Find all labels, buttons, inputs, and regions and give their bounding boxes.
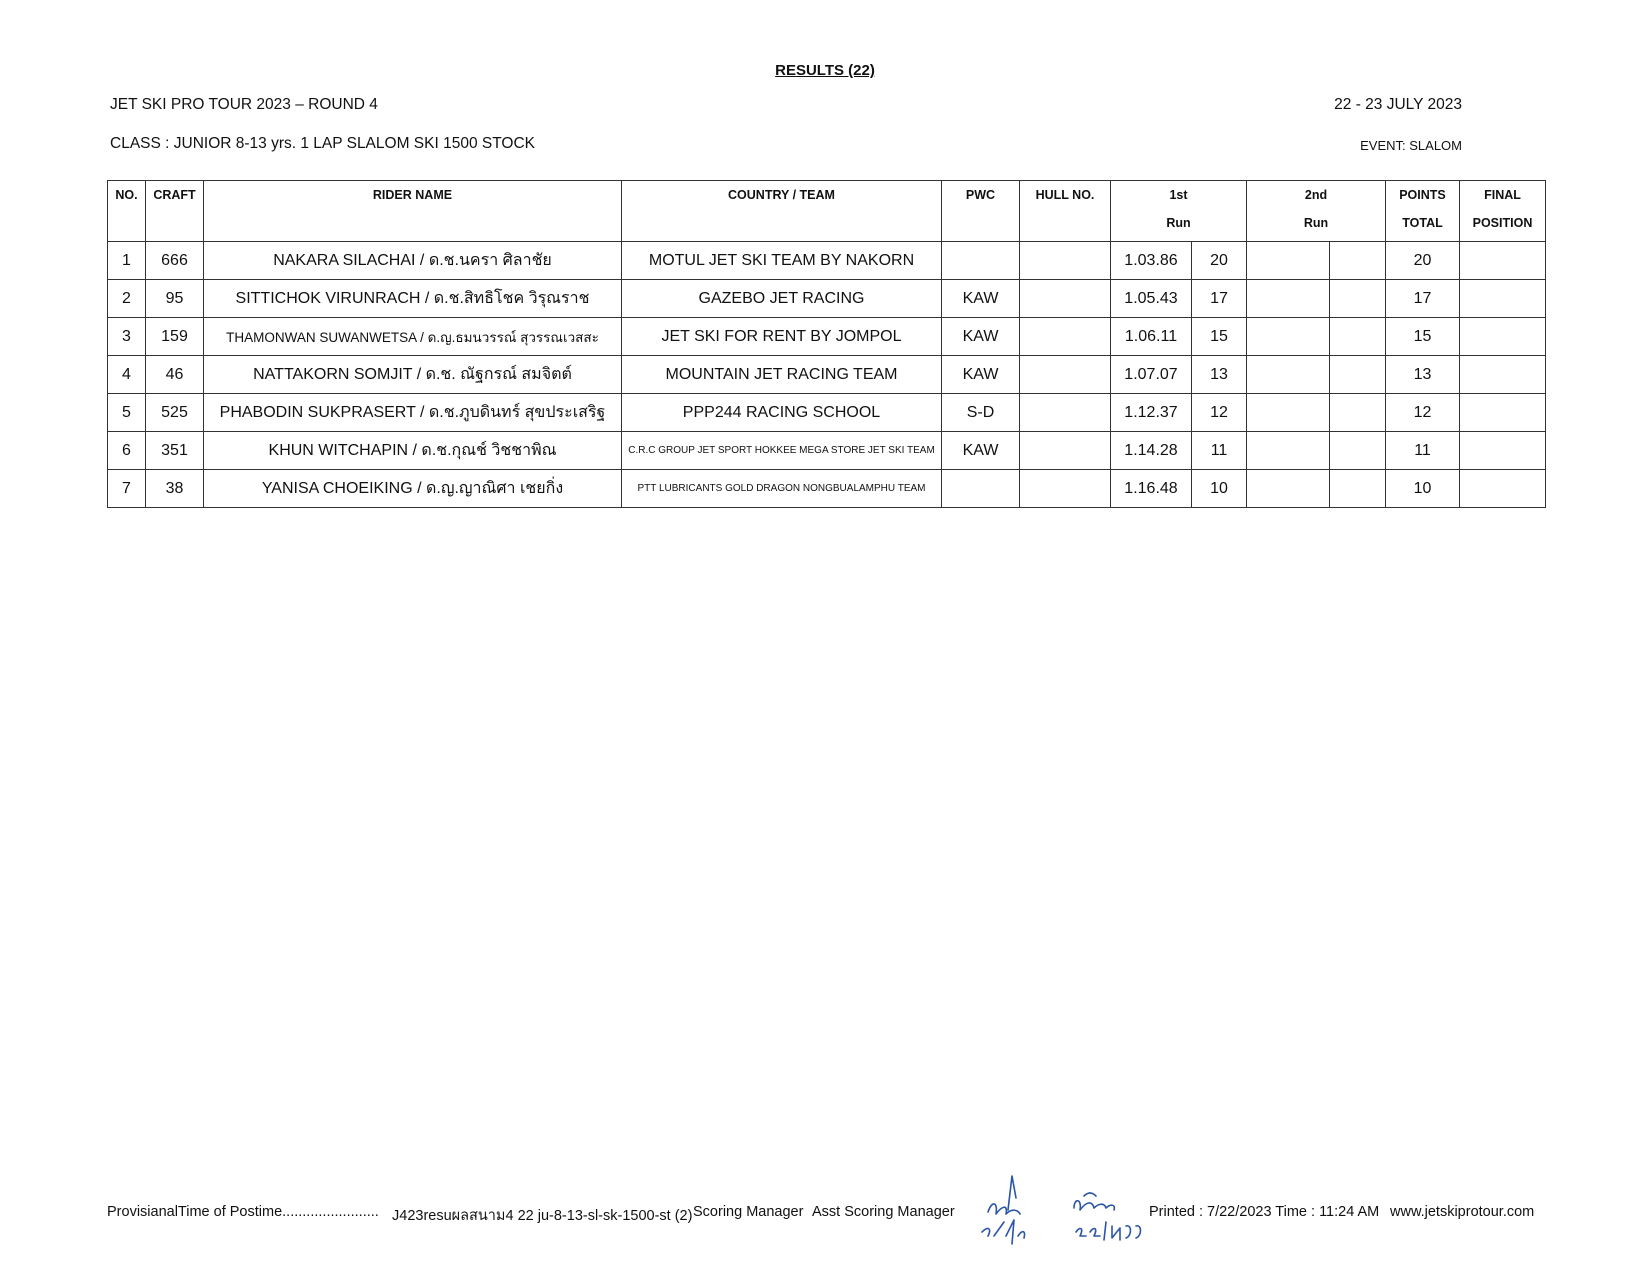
cell-craft: 351: [146, 432, 204, 470]
cell-run1-time: 1.03.86: [1111, 242, 1192, 280]
table-row: [108, 394, 1546, 432]
results-table: [107, 180, 1546, 508]
cell-no: 3: [108, 318, 146, 356]
header-run1: 1st Run: [1111, 181, 1247, 242]
cell-pwc: KAW: [942, 356, 1020, 394]
header-team: COUNTRY / TEAM: [622, 181, 942, 242]
table-header: [108, 181, 1546, 242]
cell-final-position: [1460, 432, 1546, 470]
class-name: CLASS : JUNIOR 8-13 yrs. 1 LAP SLALOM SKI 1500 STOCK: [110, 135, 535, 152]
cell-no: 2: [108, 280, 146, 318]
cell-run2-points: [1330, 318, 1386, 356]
cell-hull: [1020, 280, 1111, 318]
cell-no: 7: [108, 470, 146, 508]
cell-pwc: KAW: [942, 318, 1020, 356]
cell-run2-time: [1247, 470, 1330, 508]
footer-provisional: ProvisianalTime of Postime........................: [107, 1204, 379, 1220]
cell-final-position: [1460, 394, 1546, 432]
signature-1-flourish: [1008, 1176, 1016, 1210]
table-row: [108, 470, 1546, 508]
cell-rider: SITTICHOK VIRUNRACH / ด.ช.สิทธิโชค วิรุณราช: [204, 280, 622, 318]
cell-final-position: [1460, 280, 1546, 318]
cell-pwc: KAW: [942, 280, 1020, 318]
cell-run1-time: 1.07.07: [1111, 356, 1192, 394]
cell-run2-points: [1330, 280, 1386, 318]
cell-no: 1: [108, 242, 146, 280]
cell-points-total: 11: [1386, 432, 1460, 470]
cell-run1-points: 17: [1192, 280, 1247, 318]
footer-scoring-manager: Scoring Manager: [693, 1204, 804, 1220]
event-type: EVENT: SLALOM: [1360, 138, 1462, 153]
cell-run1-time: 1.16.48: [1111, 470, 1192, 508]
table-row: [108, 242, 1546, 280]
cell-rider: KHUN WITCHAPIN / ด.ช.กุณช์ วิชชาพิณ: [204, 432, 622, 470]
table-body: [108, 242, 1546, 508]
cell-run1-points: 11: [1192, 432, 1247, 470]
cell-craft: 666: [146, 242, 204, 280]
cell-final-position: [1460, 356, 1546, 394]
cell-run1-points: 13: [1192, 356, 1247, 394]
cell-rider: THAMONWAN SUWANWETSA / ด.ญ.ธมนวรรณ์ สุวรรณเวสสะ: [204, 318, 622, 356]
cell-hull: [1020, 394, 1111, 432]
table-row: [108, 280, 1546, 318]
cell-craft: 159: [146, 318, 204, 356]
table-row: [108, 432, 1546, 470]
header-no: NO.: [108, 181, 146, 242]
cell-run2-points: [1330, 470, 1386, 508]
cell-hull: [1020, 432, 1111, 470]
cell-run2-points: [1330, 356, 1386, 394]
event-date: 22 - 23 JULY 2023: [1334, 96, 1462, 113]
cell-no: 5: [108, 394, 146, 432]
cell-rider: YANISA CHOEIKING / ด.ญ.ญาณิศา เชยกิ่ง: [204, 470, 622, 508]
footer-website: www.jetskiprotour.com: [1390, 1204, 1535, 1220]
cell-team: PPP244 RACING SCHOOL: [622, 394, 942, 432]
cell-pwc: [942, 242, 1020, 280]
page-title: RESULTS (22): [775, 62, 875, 79]
footer-printed: Printed : 7/22/2023 Time : 11:24 AM: [1149, 1204, 1380, 1220]
cell-points-total: 13: [1386, 356, 1460, 394]
cell-run1-time: 1.14.28: [1111, 432, 1192, 470]
header-rider: RIDER NAME: [204, 181, 622, 242]
cell-final-position: [1460, 470, 1546, 508]
cell-team: MOTUL JET SKI TEAM BY NAKORN: [622, 242, 942, 280]
cell-no: 6: [108, 432, 146, 470]
cell-craft: 46: [146, 356, 204, 394]
cell-rider: NAKARA SILACHAI / ด.ช.นครา ศิลาชัย: [204, 242, 622, 280]
cell-rider: PHABODIN SUKPRASERT / ด.ช.ภูบดินทร์ สุขประเสริฐ: [204, 394, 622, 432]
cell-points-total: 15: [1386, 318, 1460, 356]
cell-craft: 95: [146, 280, 204, 318]
table-row: [108, 318, 1546, 356]
cell-run2-time: [1247, 394, 1330, 432]
cell-run2-points: [1330, 242, 1386, 280]
cell-team: MOUNTAIN JET RACING TEAM: [622, 356, 942, 394]
cell-final-position: [1460, 318, 1546, 356]
cell-run1-time: 1.05.43: [1111, 280, 1192, 318]
footer-asst-scoring-manager: Asst Scoring Manager: [812, 1204, 955, 1220]
cell-run2-time: [1247, 280, 1330, 318]
cell-run1-points: 15: [1192, 318, 1247, 356]
cell-points-total: 12: [1386, 394, 1460, 432]
cell-run2-points: [1330, 432, 1386, 470]
cell-team: GAZEBO JET RACING: [622, 280, 942, 318]
cell-craft: 38: [146, 470, 204, 508]
signature-2-date: [1076, 1222, 1141, 1240]
cell-rider: NATTAKORN SOMJIT / ด.ช. ณัฐกรณ์ สมจิตต์: [204, 356, 622, 394]
header-pwc: PWC: [942, 181, 1020, 242]
cell-run1-points: 10: [1192, 470, 1247, 508]
header-points-total: POINTS TOTAL: [1386, 181, 1460, 242]
signature-2-stroke: [1074, 1201, 1114, 1210]
header-final-position: FINAL POSITION: [1460, 181, 1546, 242]
footer-file-name: J423resuผลสนาม4 22 ju-8-13-sl-sk-1500-st (2): [392, 1208, 693, 1224]
cell-run1-time: 1.12.37: [1111, 394, 1192, 432]
cell-final-position: [1460, 242, 1546, 280]
header-craft: CRAFT: [146, 181, 204, 242]
cell-points-total: 20: [1386, 242, 1460, 280]
cell-pwc: KAW: [942, 432, 1020, 470]
cell-run1-points: 20: [1192, 242, 1247, 280]
cell-run2-time: [1247, 242, 1330, 280]
header-run2: 2nd Run: [1247, 181, 1386, 242]
cell-run1-time: 1.06.11: [1111, 318, 1192, 356]
event-name: JET SKI PRO TOUR 2023 – ROUND 4: [110, 96, 378, 113]
cell-pwc: [942, 470, 1020, 508]
cell-no: 4: [108, 356, 146, 394]
signature-2-mark: [1084, 1193, 1096, 1196]
cell-hull: [1020, 470, 1111, 508]
cell-hull: [1020, 242, 1111, 280]
signature-1-date: [982, 1220, 1025, 1244]
cell-team: JET SKI FOR RENT BY JOMPOL: [622, 318, 942, 356]
cell-run2-points: [1330, 394, 1386, 432]
cell-run1-points: 12: [1192, 394, 1247, 432]
cell-pwc: S-D: [942, 394, 1020, 432]
signature-1-stroke: [988, 1204, 1020, 1214]
cell-points-total: 17: [1386, 280, 1460, 318]
cell-team: PTT LUBRICANTS GOLD DRAGON NONGBUALAMPHU TEAM: [622, 470, 942, 508]
header-hull: HULL NO.: [1020, 181, 1111, 242]
cell-run2-time: [1247, 356, 1330, 394]
cell-run2-time: [1247, 432, 1330, 470]
cell-hull: [1020, 356, 1111, 394]
cell-team: C.R.C GROUP JET SPORT HOKKEE MEGA STORE JET SKI TEAM: [622, 432, 942, 470]
cell-points-total: 10: [1386, 470, 1460, 508]
handwritten-signatures: [978, 1170, 1148, 1250]
table-row: [108, 356, 1546, 394]
cell-hull: [1020, 318, 1111, 356]
cell-craft: 525: [146, 394, 204, 432]
cell-run2-time: [1247, 318, 1330, 356]
